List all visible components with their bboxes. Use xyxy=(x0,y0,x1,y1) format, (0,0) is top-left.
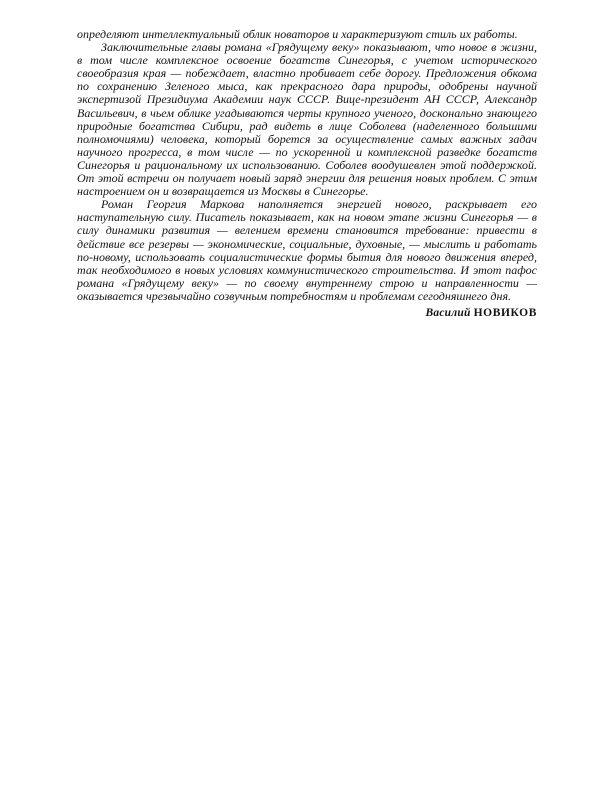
author-signature xyxy=(77,307,537,320)
document-page xyxy=(77,28,537,320)
author-first-name: Василий xyxy=(425,306,471,319)
author-last-name: НОВИКОВ xyxy=(473,306,537,319)
paragraph-continuation: определяют интеллектуальный облик новаторов и характеризуют стиль их работы. xyxy=(77,27,518,41)
paragraph-final-chapters: Заключительные главы романа «Грядущему веку» показывают, что новое в жизни, в том числе комплексное освоение богатств Синегорья, с учетом исторического своеобразия края — побеждает, властно пробивает себе дорогу. Предложения обкома по сохранению Зеленого мыса, как прекрасного дара природы, одобрены научной экспертизой Президиума Академии наук СССР. Вице-президент АН СССР, Александр Васильевич, в чьем облике угадываются черты крупного ученого, досконально знающего природные богатства Сибири, рад видеть в лице Соболева (наделенного большими полномочиями) человека, который борется за осуществление самых важных задач научного прогресса, в том числе — по ускоренной и комплексной разведке богатств Синегорья и рациональному их использованию. Соболев воодушевлен этой поддержкой. От этой встречи он получает новый заряд энергии для решения новых проблем. С этим настроением он и возвращается из Москвы в Синегорье. xyxy=(77,40,537,199)
paragraph-novel-energy: Роман Георгия Маркова наполняется энергией нового, раскрывает его наступательную силу. Писатель показывает, как на новом этапе жизни Синегорья — в силу динамики развития — велением времени становится требование: привести в действие все резервы — экономические, социальные, духовные, — мыслить и работать по-новому, использовать социалистические формы бытия для нового движения вперед, так необходимого в новых условиях коммунистического строительства. И этот пафос романа «Грядущему веку» — по своему внутреннему строю и направленности — оказывается чрезвычайно созвучным потребностям и проблемам сегодняшнего дня. xyxy=(77,197,537,303)
